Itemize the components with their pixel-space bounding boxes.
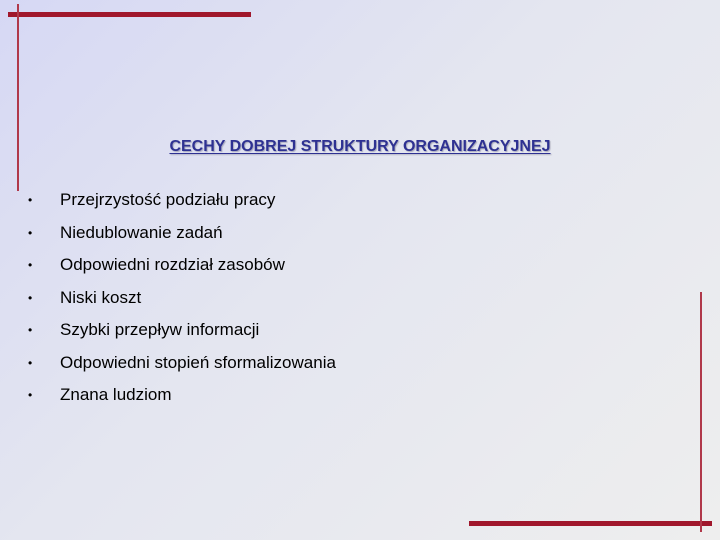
list-item bbox=[28, 349, 336, 382]
bullet-icon: • bbox=[28, 225, 33, 240]
list-item-text: Niski koszt bbox=[60, 287, 142, 307]
list-item-text: Odpowiedni rozdział zasobów bbox=[60, 255, 285, 274]
list-item-text: Przejrzystość podziału pracy bbox=[60, 190, 276, 209]
left-accent-line bbox=[17, 4, 19, 191]
top-accent-bar bbox=[8, 12, 251, 17]
list-item-text: Odpowiedni stopień sformalizowania bbox=[60, 352, 336, 372]
bullet-icon: • bbox=[28, 290, 33, 305]
bottom-accent-bar bbox=[469, 521, 712, 526]
list-item bbox=[28, 381, 336, 414]
bullet-icon: • bbox=[28, 193, 33, 207]
bullet-icon: • bbox=[28, 258, 33, 272]
bullet-icon: • bbox=[28, 355, 33, 370]
slide-title: CECHY DOBREJ STRUKTURY ORGANIZACYJNEJ bbox=[169, 138, 551, 155]
list-item bbox=[28, 316, 336, 349]
list-item bbox=[28, 219, 336, 252]
bullet-icon: • bbox=[28, 323, 33, 337]
bullet-icon: • bbox=[28, 388, 33, 402]
list-item bbox=[28, 284, 336, 317]
list-item bbox=[28, 251, 336, 284]
feature-list bbox=[28, 186, 336, 414]
list-item-text: Niedublowanie zadań bbox=[60, 222, 223, 242]
list-item-text: Znana ludziom bbox=[60, 385, 172, 404]
right-accent-line bbox=[700, 292, 702, 532]
list-item bbox=[28, 186, 336, 219]
list-item-text: Szybki przepływ informacji bbox=[60, 320, 260, 339]
